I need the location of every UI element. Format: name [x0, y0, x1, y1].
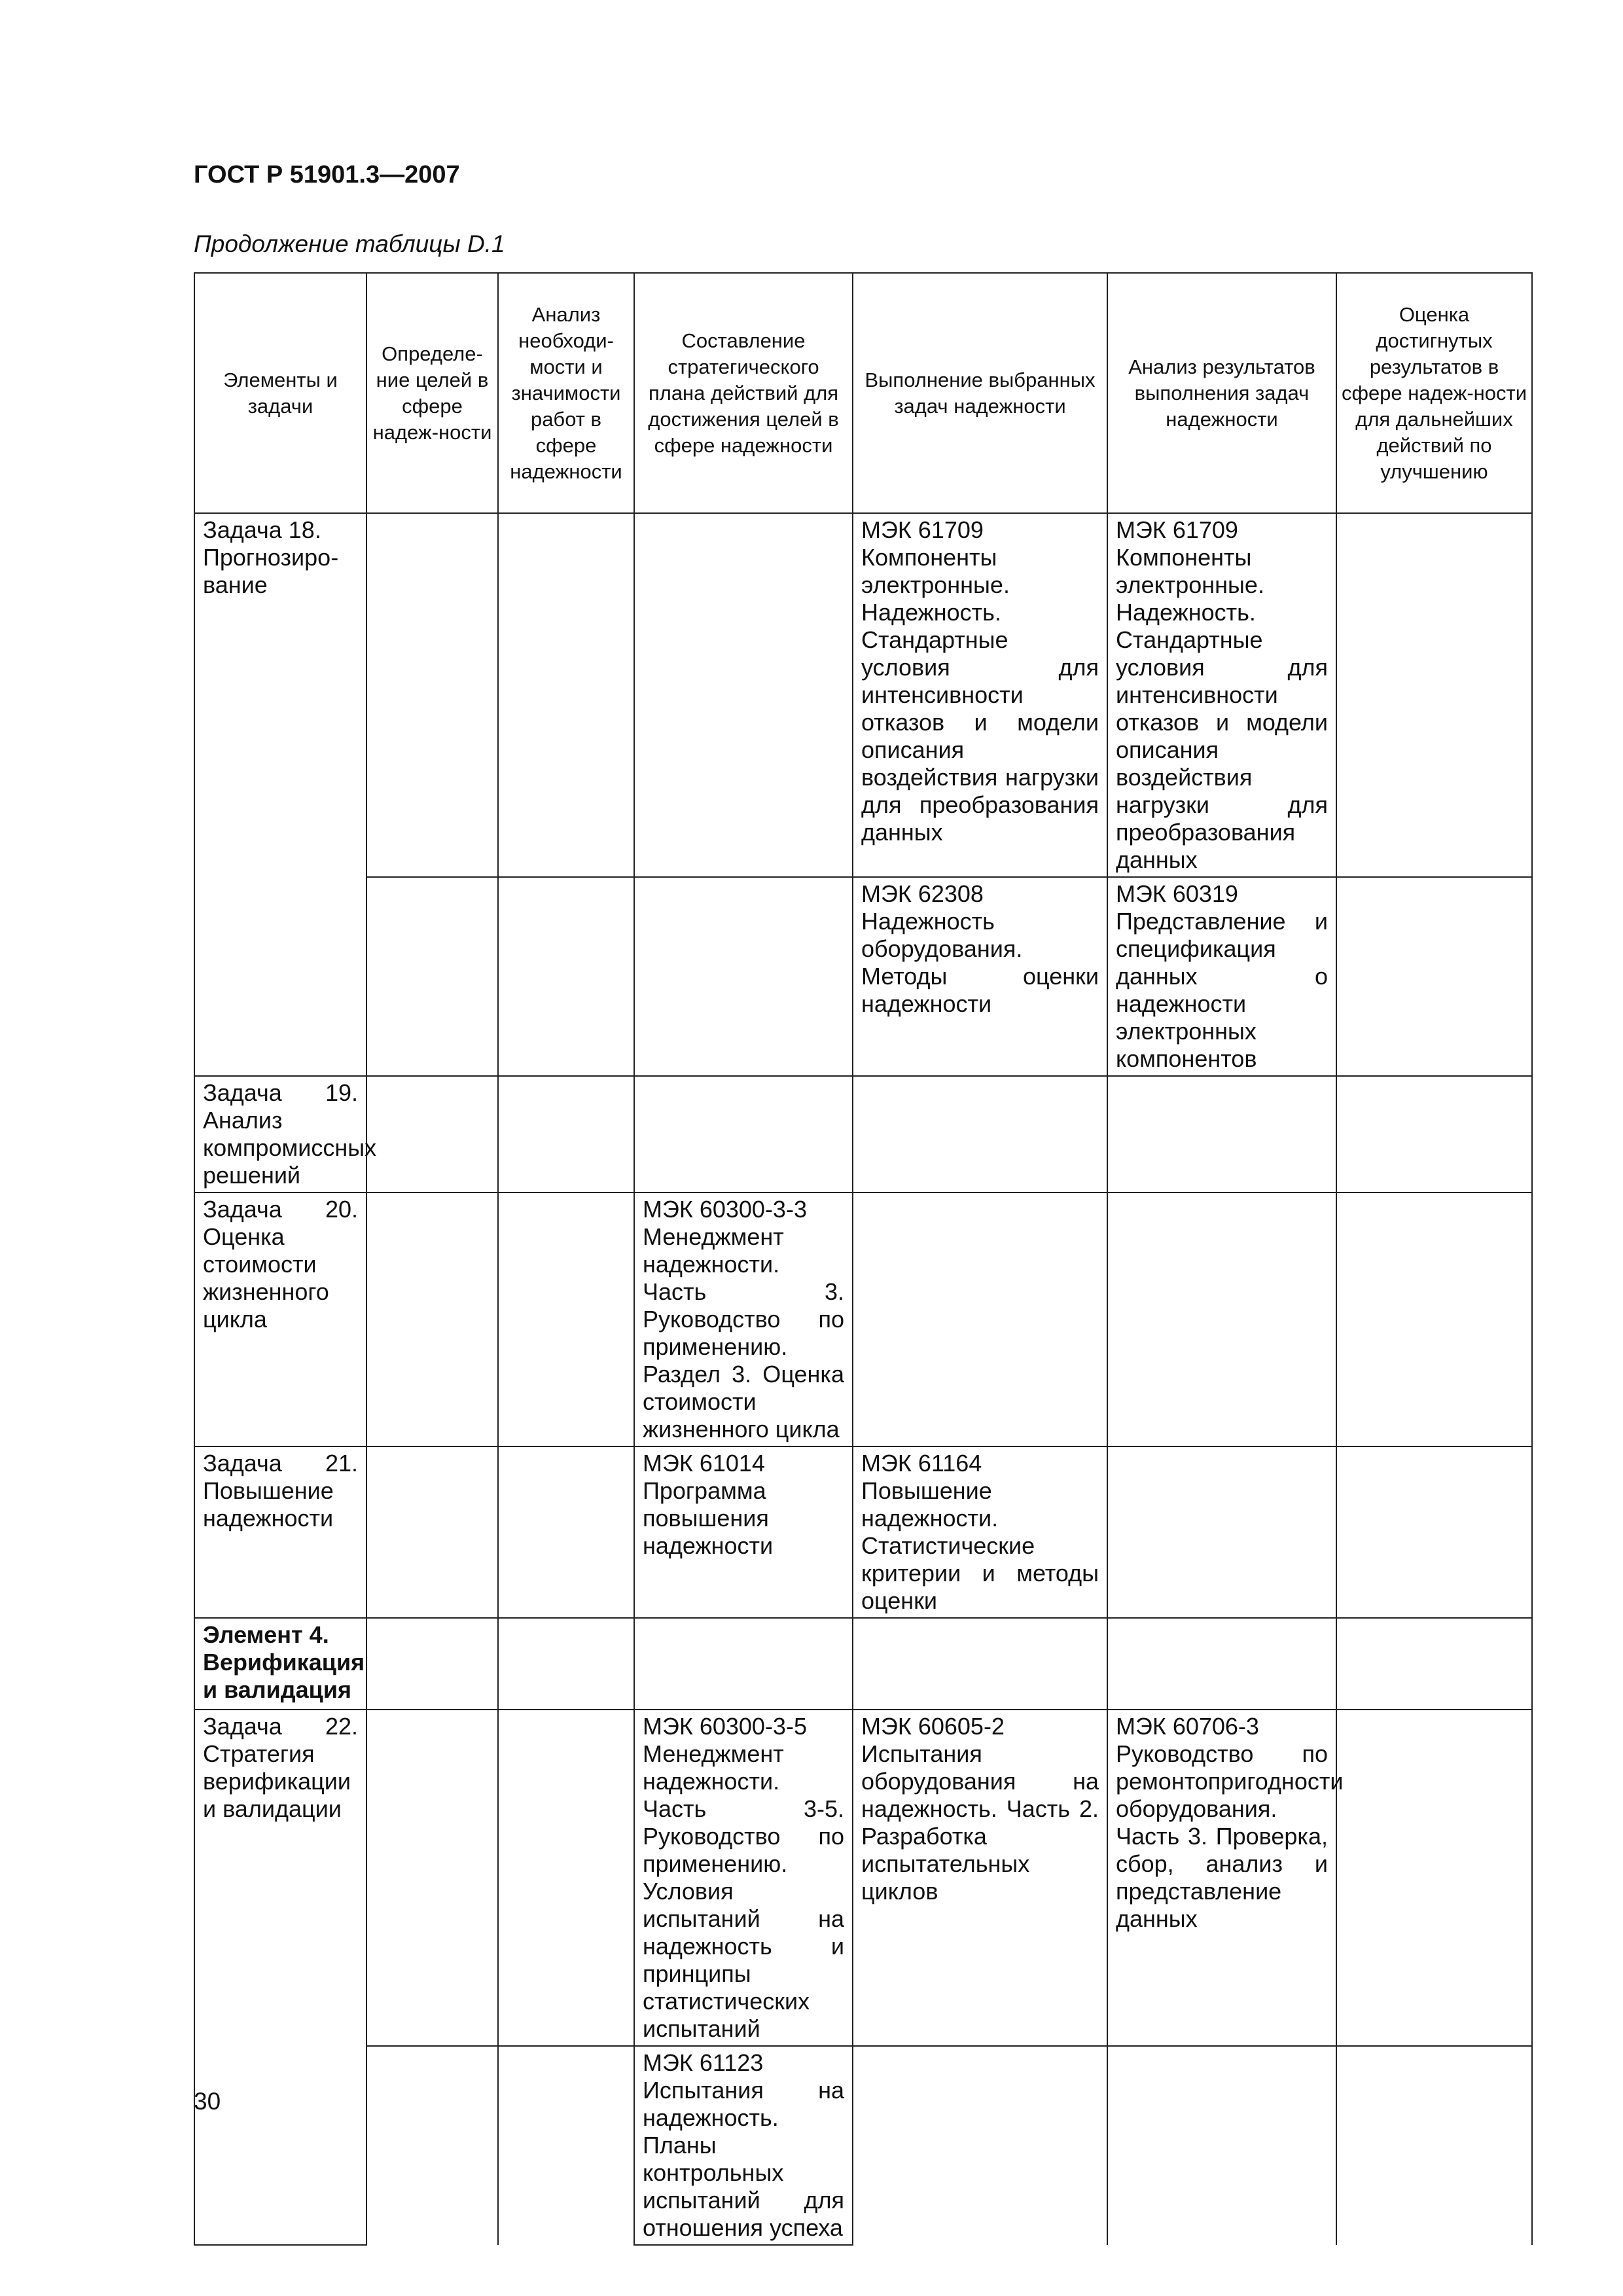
task-cell: Задача 18. Прогнозиро-вание: [194, 513, 366, 1076]
table-row: [194, 1710, 1532, 2046]
analysis-cell: МЭК 61709 Компоненты электронные. Надежность. Стандартные условия для интенсивности отказов и модели описания воздействия нагрузки для преобразования данных: [1107, 513, 1336, 877]
plan-cell: МЭК 60300-3-5 Менеджмент надежности. Часть 3-5. Руководство по применению. Условия испытаний на надежность и принципы статистических испытаний: [634, 1710, 853, 2046]
table-header-row: [194, 273, 1532, 513]
plan-cell: МЭК 60300-3-3 Менеджмент надежности. Часть 3. Руководство по применению. Раздел 3. Оценка стоимости жизненного цикла: [634, 1193, 853, 1446]
assessment-cell: [1336, 1618, 1532, 1710]
plan-cell: [634, 1076, 853, 1193]
necessity-cell: [498, 1618, 634, 1710]
column-header: Элементы и задачи: [194, 273, 366, 513]
goals-cell: [366, 1193, 498, 1446]
goals-cell: [366, 1710, 498, 2046]
execution-cell: МЭК 60605-2 Испытания оборудования на надежность. Часть 2. Разработка испытательных циклов: [853, 1710, 1107, 2046]
necessity-cell: [498, 877, 634, 1076]
necessity-cell: [498, 513, 634, 877]
execution-cell: МЭК 62308 Надежность оборудования. Методы оценки надежности: [853, 877, 1107, 1076]
necessity-cell: [498, 1446, 634, 1618]
analysis-cell: [1107, 1618, 1336, 1710]
assessment-cell: [1336, 2046, 1532, 2245]
table-row: [194, 1076, 1532, 1193]
task-cell: Задача 22. Стратегия верификации и валидации: [194, 1710, 366, 2245]
document-title: ГОСТ Р 51901.3—2007: [194, 161, 460, 188]
execution-cell: МЭК 61709 Компоненты электронные. Надежность. Стандартные условия для интенсивности отказов и модели описания воздействия нагрузки для преобразования данных: [853, 513, 1107, 877]
plan-cell: МЭК 61014 Программа повышения надежности: [634, 1446, 853, 1618]
plan-cell: [634, 513, 853, 877]
task-cell: Задача 21. Повышение надежности: [194, 1446, 366, 1618]
assessment-cell: [1336, 1446, 1532, 1618]
assessment-cell: [1336, 513, 1532, 877]
table-row: [194, 877, 1532, 1076]
assessment-cell: [1336, 877, 1532, 1076]
table-row: [194, 1446, 1532, 1618]
task-cell: Задача 20. Оценка стоимости жизненного цикла: [194, 1193, 366, 1446]
column-header: Анализ результатов выполнения задач надежности: [1107, 273, 1336, 513]
standards-table: [194, 272, 1533, 2246]
necessity-cell: [498, 1193, 634, 1446]
goals-cell: [366, 2046, 498, 2245]
table-caption: Продолжение таблицы D.1: [194, 230, 505, 257]
analysis-cell: [1107, 1076, 1336, 1193]
goals-cell: [366, 877, 498, 1076]
analysis-cell: [1107, 2046, 1336, 2245]
plan-cell: [634, 1618, 853, 1710]
necessity-cell: [498, 2046, 634, 2245]
table-row: [194, 1618, 1532, 1710]
analysis-cell: МЭК 60706-3 Руководство по ремонтопригодности оборудования. Часть 3. Проверка, сбор, анализ и представление данных: [1107, 1710, 1336, 2046]
goals-cell: [366, 1618, 498, 1710]
execution-cell: [853, 1193, 1107, 1446]
table-row: [194, 2046, 1532, 2245]
column-header: Анализ необходи-мости и значимости работ в сфере надежности: [498, 273, 634, 513]
execution-cell: [853, 1076, 1107, 1193]
analysis-cell: МЭК 60319 Представление и спецификация данных о надежности электронных компонентов: [1107, 877, 1336, 1076]
execution-cell: МЭК 61164 Повышение надежности. Статистические критерии и методы оценки: [853, 1446, 1107, 1618]
task-cell: Задача 19. Анализ компромиссных решений: [194, 1076, 366, 1193]
assessment-cell: [1336, 1193, 1532, 1446]
column-header: Определе-ние целей в сфере надеж-ности: [366, 273, 498, 513]
goals-cell: [366, 1446, 498, 1618]
column-header: Оценка достигнутых результатов в сфере надеж-ности для дальнейших действий по улучшению: [1336, 273, 1532, 513]
necessity-cell: [498, 1076, 634, 1193]
goals-cell: [366, 1076, 498, 1193]
plan-cell: [634, 877, 853, 1076]
column-header: Выполнение выбранных задач надежности: [853, 273, 1107, 513]
element-cell: Элемент 4. Верификация и валидация: [194, 1618, 366, 1710]
assessment-cell: [1336, 1710, 1532, 2046]
necessity-cell: [498, 1710, 634, 2046]
analysis-cell: [1107, 1446, 1336, 1618]
table-row: [194, 1193, 1532, 1446]
table-row: [194, 513, 1532, 877]
plan-cell: МЭК 61123 Испытания на надежность. Планы контрольных испытаний для отношения успеха: [634, 2046, 853, 2245]
page-number: 30: [194, 2088, 221, 2115]
goals-cell: [366, 513, 498, 877]
assessment-cell: [1336, 1076, 1532, 1193]
column-header: Составление стратегического плана действий для достижения целей в сфере надежности: [634, 273, 853, 513]
execution-cell: [853, 1618, 1107, 1710]
analysis-cell: [1107, 1193, 1336, 1446]
execution-cell: [853, 2046, 1107, 2245]
